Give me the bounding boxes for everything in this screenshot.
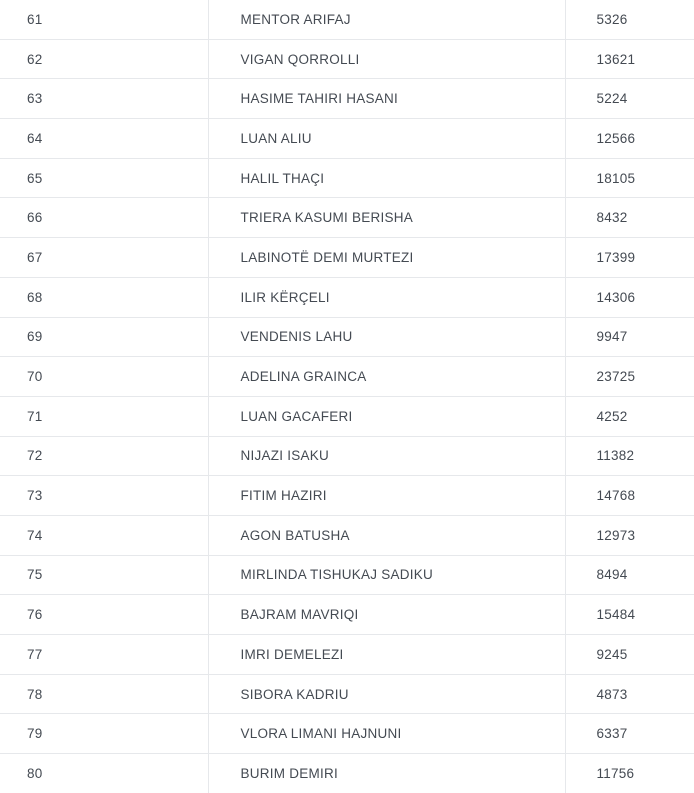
table-row: [0, 0, 694, 39]
table-row: [0, 714, 694, 754]
table-row: [0, 515, 694, 555]
rank-cell: 67: [0, 238, 208, 278]
rank-cell: 79: [0, 714, 208, 754]
rank-cell: 69: [0, 317, 208, 357]
candidate-name-cell: LUAN ALIU: [208, 119, 565, 159]
votes-cell: 11382: [565, 436, 694, 476]
candidate-name-cell: VENDENIS LAHU: [208, 317, 565, 357]
candidate-name-cell: ILIR KËRÇELI: [208, 277, 565, 317]
votes-cell: 8494: [565, 555, 694, 595]
rank-cell: 80: [0, 754, 208, 793]
votes-cell: 15484: [565, 595, 694, 635]
rank-cell: 61: [0, 0, 208, 39]
rank-cell: 72: [0, 436, 208, 476]
votes-cell: 4873: [565, 674, 694, 714]
table-row: [0, 436, 694, 476]
rank-cell: 71: [0, 396, 208, 436]
candidate-name-cell: FITIM HAZIRI: [208, 476, 565, 516]
candidate-name-cell: NIJAZI ISAKU: [208, 436, 565, 476]
rank-cell: 76: [0, 595, 208, 635]
candidate-name-cell: IMRI DEMELEZI: [208, 635, 565, 675]
candidate-name-cell: LABINOTË DEMI MURTEZI: [208, 238, 565, 278]
candidate-name-cell: ADELINA GRAINCA: [208, 357, 565, 397]
votes-cell: 9947: [565, 317, 694, 357]
table-row: [0, 119, 694, 159]
rank-cell: 64: [0, 119, 208, 159]
rank-cell: 77: [0, 635, 208, 675]
votes-cell: 8432: [565, 198, 694, 238]
votes-cell: 12973: [565, 515, 694, 555]
votes-cell: 18105: [565, 158, 694, 198]
candidate-name-cell: SIBORA KADRIU: [208, 674, 565, 714]
candidate-name-cell: MENTOR ARIFAJ: [208, 0, 565, 39]
table-row: [0, 635, 694, 675]
table-row: [0, 158, 694, 198]
votes-cell: 5326: [565, 0, 694, 39]
rank-cell: 75: [0, 555, 208, 595]
table-row: [0, 674, 694, 714]
votes-cell: 6337: [565, 714, 694, 754]
table-row: [0, 555, 694, 595]
rank-cell: 62: [0, 39, 208, 79]
votes-cell: 5224: [565, 79, 694, 119]
votes-cell: 14306: [565, 277, 694, 317]
rank-cell: 68: [0, 277, 208, 317]
votes-cell: 14768: [565, 476, 694, 516]
candidate-name-cell: AGON BATUSHA: [208, 515, 565, 555]
votes-cell: 12566: [565, 119, 694, 159]
votes-cell: 13621: [565, 39, 694, 79]
table-row: [0, 39, 694, 79]
table-row: [0, 396, 694, 436]
table-row: [0, 317, 694, 357]
table-row: [0, 277, 694, 317]
votes-cell: 17399: [565, 238, 694, 278]
table-row: [0, 357, 694, 397]
candidate-name-cell: MIRLINDA TISHUKAJ SADIKU: [208, 555, 565, 595]
candidate-name-cell: VLORA LIMANI HAJNUNI: [208, 714, 565, 754]
table-row: [0, 198, 694, 238]
candidate-name-cell: VIGAN QORROLLI: [208, 39, 565, 79]
candidate-name-cell: BAJRAM MAVRIQI: [208, 595, 565, 635]
rank-cell: 63: [0, 79, 208, 119]
votes-cell: 9245: [565, 635, 694, 675]
rank-cell: 65: [0, 158, 208, 198]
table-row: [0, 476, 694, 516]
candidate-name-cell: LUAN GACAFERI: [208, 396, 565, 436]
rank-cell: 70: [0, 357, 208, 397]
rank-cell: 74: [0, 515, 208, 555]
rank-cell: 73: [0, 476, 208, 516]
table-row: [0, 595, 694, 635]
candidate-name-cell: TRIERA KASUMI BERISHA: [208, 198, 565, 238]
candidate-name-cell: HASIME TAHIRI HASANI: [208, 79, 565, 119]
votes-cell: 11756: [596, 765, 635, 781]
table-row: [0, 79, 694, 119]
candidate-name-cell: BURIM DEMIRI: [208, 754, 565, 793]
rank-cell: 66: [0, 198, 208, 238]
table-row: [0, 238, 694, 278]
table-row: [0, 754, 694, 793]
rank-cell: 78: [0, 674, 208, 714]
candidate-name-cell: HALIL THAÇI: [208, 158, 565, 198]
votes-cell: 23725: [565, 357, 694, 397]
votes-cell: 4252: [565, 396, 694, 436]
